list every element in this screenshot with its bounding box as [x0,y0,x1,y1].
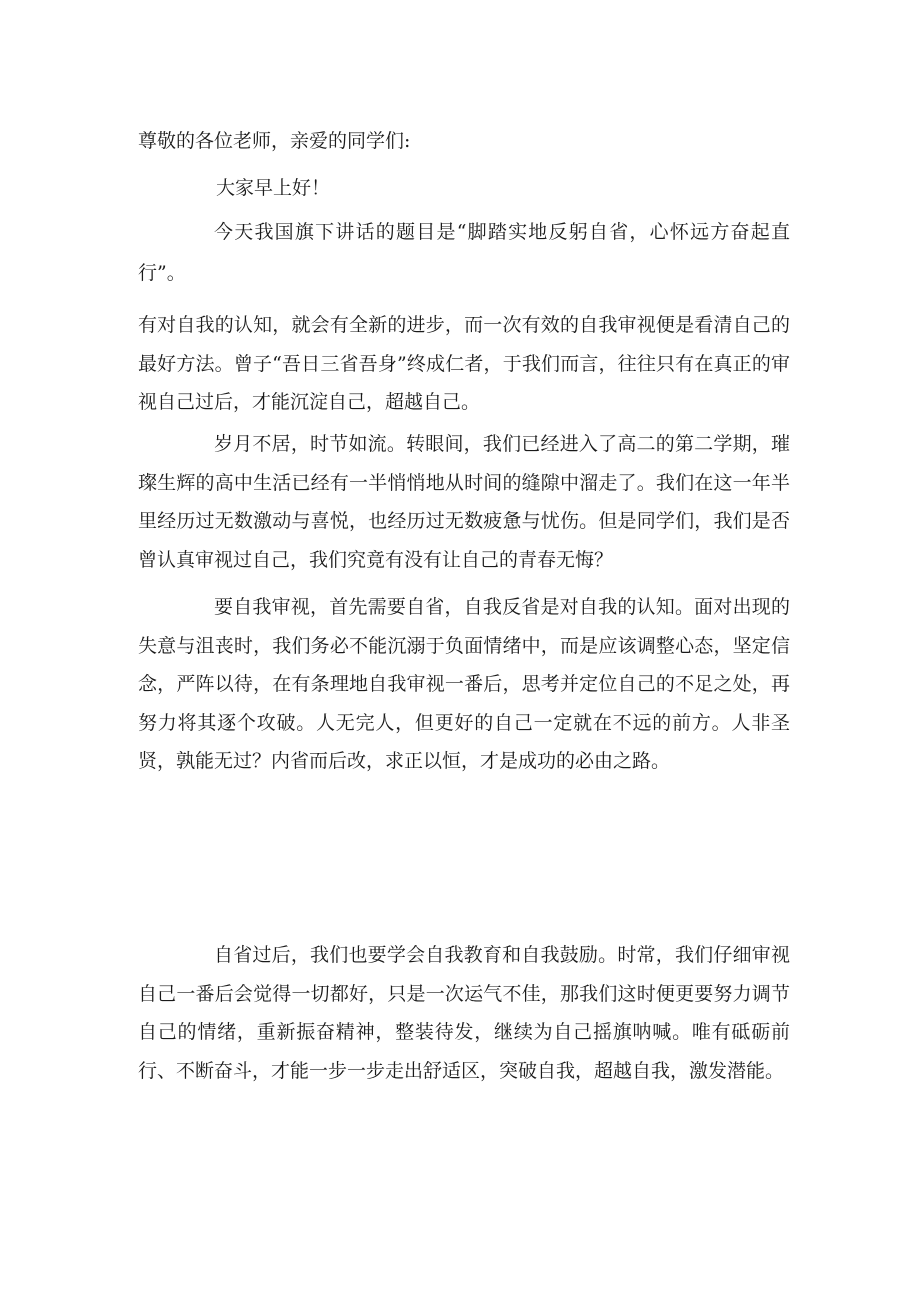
greeting: 大家早上好！ [216,177,331,199]
paragraph-3: 要自我审视，首先需要自省，自我反省是对自我的认知。面对出现的失意与沮丧时，我们务必不能沉溺于负面情绪中，而是应该调整心态，坚定信念，严阵以待，在有条理地自我审视一番后，思考并定位自己的不足之处，再努力将其逐个攻破。人无完人，但更好的自己一定就在不远的前方。人非圣贤，孰能无过？内省而后改，求正以恒，才是成功的必由之路。 [138,596,790,772]
paragraph-1: 有对自我的认知，就会有全新的进步，而一次有效的自我审视便是看清自己的最好方法。曾子“吾日三省吾身”终成仁者，于我们而言，往往只有在真正的审视自己过后，才能沉淀自己，超越自己。 [138,314,790,413]
salutation: 尊敬的各位老师，亲爱的同学们: [138,130,411,152]
speech-topic: 今天我国旗下讲话的题目是“脚踏实地反躬自省，心怀远方奋起直行”。 [138,221,790,284]
paragraph-4: 自省过后，我们也要学会自我教育和自我鼓励。时常，我们仔细审视自己一番后会觉得一切都好，只是一次运气不佳，那我们这时便更要努力调节自己的情绪，重新振奋精神，整装待发，继续为自己摇旗呐喊。唯有砥砺前行、不断奋斗，才能一步一步走出舒适区，突破自我，超越自我，激发潜能。 [138,944,790,1082]
paragraph-2: 岁月不居，时节如流。转眼间，我们已经进入了高二的第二学期，璀璨生辉的高中生活已经有一半悄悄地从时间的缝隙中溜走了。我们在这一年半里经历过无数激动与喜悦，也经历过无数疲惫与忧伤。但是同学们，我们是否曾认真审视过自己，我们究竟有没有让自己的青春无悔？ [138,433,790,571]
